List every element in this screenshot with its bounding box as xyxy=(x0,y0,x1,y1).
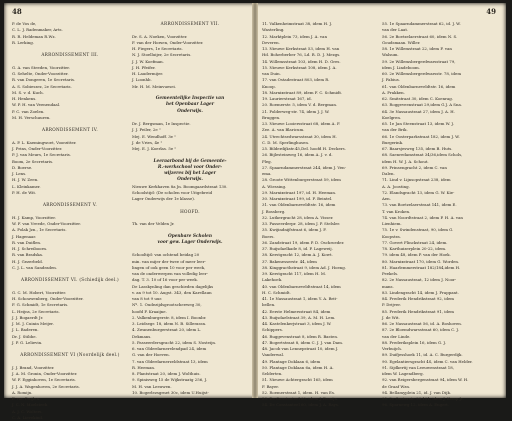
text-line: J. P. G. Lelievin. xyxy=(12,339,43,345)
text-line: Onderwijs. xyxy=(177,108,203,114)
text-line: 89. Duifjesshoek 11, id. A. C. Burgerdijk. xyxy=(382,352,463,358)
text-line: Zee. A. van Blaricum. xyxy=(262,127,305,133)
text-line: R.-werkschool voor Onder- xyxy=(157,164,223,170)
text-line: 58. 1e Willemstraat 22, idem F. van xyxy=(382,46,452,51)
text-line: 35. Kwijindnijfstraat 6, idem J. F. xyxy=(262,227,327,233)
text-line: 7. van Olderdarnerzeldstraat 13, idem xyxy=(132,358,208,364)
text-line: J. C. N. Moelsteeb. xyxy=(12,402,49,408)
text-line: 40. van Oldenbarneveldtstraat 14, idem xyxy=(262,283,341,289)
text-line: 56. 2e Boetzelaerstraat 60, idem N. S. xyxy=(382,33,458,39)
text-line: Mej. E. J. Koerlas. 5e " xyxy=(132,146,177,151)
text-line: J. Hagenaar. xyxy=(12,233,37,239)
text-line: W. F. van Vreede, Onder-Voorzitter. xyxy=(12,221,81,226)
text-line: 11. Valkenheimstraat 38, idem H. J. xyxy=(262,21,332,26)
text-line: 20. Roemerstr. 5, idem V. d. Bergman. xyxy=(262,102,338,108)
text-line: C. A. Lievekind. xyxy=(12,414,44,420)
text-line: 77. Govert Flinckstraat 24, idem. xyxy=(382,239,448,245)
text-line: R. van Bradska. xyxy=(12,252,44,258)
text-line: R. van Duiflen. xyxy=(12,239,42,245)
text-line: Openbare Scholen xyxy=(167,233,213,239)
text-line: G. Sehelte, Onder-Voorzitter. xyxy=(12,71,69,76)
text-line: Dr. J. Stibbe. xyxy=(12,333,37,339)
text-line: 94. Bellamyplein 21, id. J. van Dijk. xyxy=(382,389,452,395)
text-line: 61. van Oldenbarneveldtstr. 16, idem xyxy=(382,83,456,89)
text-line: 78. Karthuizerplein 20-22, idem. xyxy=(382,246,447,251)
text-line: 52. Roemerstraat 1, idem. H. van Es. xyxy=(262,389,336,395)
text-line: ema. xyxy=(262,171,272,176)
text-line: J. Bossberg. xyxy=(262,208,286,214)
text-line: 64. 3e Nassaustraat 27, idem J. A. H. xyxy=(382,108,455,114)
text-line: H. J. Kamp, Voorzitter. xyxy=(12,214,56,220)
text-line: R. van Dongeren, 1e Secretaris. xyxy=(12,77,76,83)
text-line: 47. Bogertstraat 8, idem C. J. J. van Dam. xyxy=(262,339,344,345)
text-line: J. Loonhb. xyxy=(132,77,152,83)
text-line: Verbuijch. xyxy=(382,346,402,351)
text-line: Koelgren. xyxy=(382,114,402,120)
text-line: J. L. Baderen. xyxy=(12,327,39,333)
text-line: Schooltijd: van ochtend beidag 20 xyxy=(132,252,200,258)
text-line: H. J. Gezerbeld. xyxy=(12,258,43,264)
text-line: Boers. xyxy=(262,233,275,239)
text-line: 51. Nieuwe Achtergracht 165, idem xyxy=(262,377,333,383)
text-line: F. van der Horsen, Onder-Voorzitter. xyxy=(132,39,204,45)
text-line: 62. Smitstraat 30, idem C. Koenrag. xyxy=(382,96,454,101)
left-page xyxy=(4,3,254,420)
right-column-1 xyxy=(262,21,378,409)
left-column-2 xyxy=(132,21,248,396)
text-line: Selderten. xyxy=(262,371,283,376)
text-line: A. Prakken. xyxy=(382,89,405,95)
text-line: 33. Passeerderpr. 28, idem J. P. Stelsler. xyxy=(262,221,341,226)
text-line: C. D. M. Sperlinghusen. xyxy=(262,139,310,145)
text-line: N. J. Stoelluijer, 2e Secretaris. xyxy=(132,52,192,58)
right-column-2 xyxy=(382,21,498,409)
text-line: 25. Bilderdijkstr.45,Del. hoofd H. Deckers. xyxy=(262,146,346,151)
text-line: Gemeentelijke Inspectie van xyxy=(155,96,225,101)
text-line: Dekmans. xyxy=(132,333,152,339)
text-line: W. F. Egginhoven, 1e Secretaris. xyxy=(12,377,76,383)
text-line: P. de Vos de, xyxy=(12,21,37,26)
text-line: 82. 2e Nassaustraat, 12 idem J. Noor- xyxy=(382,277,457,283)
text-line: 55. 1e Spaarndammerstraat 62, id. J. W. xyxy=(382,21,461,26)
text-line: 50. Plantage Doklaan 6a, idem H. A. xyxy=(262,364,334,370)
text-line: H. J. Schreiboorn. xyxy=(12,246,48,251)
text-line: 44. Kastelenkerjstraat 3, idem J. W. xyxy=(262,321,332,326)
text-line: Knoop. xyxy=(262,83,276,89)
text-line: A. Romijn. xyxy=(12,389,33,395)
text-line: Lienhiem. xyxy=(382,221,402,226)
text-line: 86. 2e Nassaustraat 56, id. A. Boshoven. xyxy=(382,321,463,326)
text-line: 14. Willemsstraat 103, idem H. D. Gres. xyxy=(262,58,341,64)
text-line: wijzeres bij het Lager xyxy=(164,171,216,176)
text-line: 27. Spaarndammerstraat 244, idem J. Ven- xyxy=(262,164,346,170)
text-line: F. Bayer. xyxy=(262,383,279,389)
text-line: Lakehoek. xyxy=(262,277,283,283)
text-line: van de onderwerpen van volledig leer- xyxy=(132,271,208,276)
text-line: mans. xyxy=(382,283,394,289)
text-line: ARRONDISSEMENT VII. xyxy=(160,21,220,26)
text-line: Bruggen. xyxy=(262,114,281,120)
text-line: idem W. Lagendberg. xyxy=(382,371,424,376)
text-line: v. an 9 tot 10. Augst. 343, den Karellaun xyxy=(132,289,212,295)
text-line: 91. Sijdkertij van Leeuwenstraat 18, xyxy=(382,364,454,370)
text-line: de Graaf Wzn. xyxy=(382,383,411,389)
text-line: 73. van Boetzelaerstraat 141, idem E. xyxy=(382,202,457,208)
text-line: 49. Plantage Doklaan 6, idem xyxy=(262,358,321,364)
text-line: 39. Kerstgracht 117, idem H. M. xyxy=(262,271,327,276)
text-line: J. Fabius. xyxy=(382,77,400,83)
text-line: J. J. Peiler, 2e " xyxy=(132,127,161,133)
text-line: 90. Egelantiersgracht 4S, idem C. van Helder. xyxy=(382,358,473,364)
text-line: Nieuwe Kerkhaven 8a Jn. Boomgaardstraat 130. xyxy=(132,183,228,189)
text-line: M. H. van Leeuwen. xyxy=(132,383,172,389)
text-line: A. S. Sobieszez, 2e Secretaris. xyxy=(12,83,72,89)
text-line: idem H. W. J. A. Schout. xyxy=(382,158,429,164)
text-line: ARRONDISSEMENT III. xyxy=(41,52,99,58)
text-line: M. H. Verschuuren. xyxy=(12,114,51,120)
text-line: A. J. C. Wolters. xyxy=(12,408,43,414)
text-line: D. Boerse. xyxy=(12,164,33,170)
text-line: 59. 2e Willemsbergerdwarsstraat 79, xyxy=(382,58,456,64)
text-line: 37. Bakenesserstr. 44, idem xyxy=(262,258,317,264)
text-line: 38. Kinggracthstraat 9, idem Ad. J. Hoeng. xyxy=(262,264,347,270)
text-line: H. Fiegers, 1e Secretaris. xyxy=(132,46,183,51)
text-line: 8. Plantstraat 20, idem J. Wolthuis. xyxy=(132,371,201,376)
text-line: F. van Duijlen. xyxy=(12,396,41,401)
text-line: A. A. Joosting. xyxy=(382,183,410,189)
text-line: Schoolstijd: (De scholen voor Uitgebreid xyxy=(132,189,213,195)
text-line: J. de Vries, 4e " xyxy=(132,139,163,145)
text-line: Onderwijs. xyxy=(177,177,203,183)
text-line: 88. Frederiksplein 16, idem G. J. xyxy=(382,339,446,345)
text-line: F. G. Schmidt, 1e Secretaris. xyxy=(12,302,69,308)
text-line: dag. T. 3. 10 of 16 voor per week. xyxy=(132,277,199,283)
text-line: ARRONDISSEMENT VI (Noordelijk deel.) xyxy=(20,352,120,358)
text-line: 54. De Constanteel 60, idem J. A. Rays. xyxy=(262,402,340,408)
text-line: J. J. Bogaerdt Jr. xyxy=(12,314,44,320)
text-line: J. Lens. xyxy=(12,171,27,176)
text-line: 32. Lutkergracht 28, idem A. Visser. xyxy=(262,214,334,220)
text-line: voor gew. Lager Onderwijs. xyxy=(157,239,223,245)
text-line: G. C. M. Hobert, Voorzitter. xyxy=(12,289,67,295)
text-line: G. van der Hoeven. xyxy=(132,352,170,358)
text-line: 29. Marnixstraat 197, id. H. Heeman. xyxy=(262,189,337,195)
text-line: 18. Marnixstraat 89, idem F. C. Schmidt. xyxy=(262,89,343,95)
text-line: J. M. J. Cuinin Meijer. xyxy=(12,321,54,326)
text-line: 15. Nieuwe Kerkstraat 108, idem J. A. xyxy=(262,64,337,70)
text-line: 28. Groote Wittenburgerstraat 59, idem xyxy=(262,177,341,183)
text-line: 67. Baarsjesweg 135, idem B. Huts. xyxy=(382,146,453,151)
text-line: P. H. de Wit. xyxy=(12,189,37,195)
text-line: Vanderwal. xyxy=(262,352,285,358)
text-line: 10. Bogerlezsgrnet 30c, idem U.Huijst- xyxy=(132,389,209,395)
text-line: 6. van Olderdarnerelendpad 24, idem xyxy=(132,346,207,351)
text-line: 68. Saenredamstraat 34/36,idem Schols, xyxy=(382,152,463,158)
text-line: Mej. E. Wendhoff. 3e " xyxy=(132,133,177,139)
text-line: 83. Lindengracht 14, idem J. Frappant. xyxy=(382,289,459,295)
text-line: 60. 2e Willemsbergerdwarsstr. 78, idem xyxy=(382,71,462,76)
text-line: 79. idem 48, idem P. van der Hoek. xyxy=(382,252,451,258)
text-line: Walsum. xyxy=(382,52,399,58)
text-line: R. R. Heldeman R.Wz. xyxy=(12,33,56,39)
text-line: 23. Nieuwe Looiersstraat 68, idem A. F. xyxy=(262,121,341,126)
text-line: 46. Ruggevenstraat 8, idem R. Basten. xyxy=(262,333,339,339)
text-line: 31. van Oldenbarneveldtstr. 16, idem xyxy=(262,202,336,208)
text-line: 37. Ruijsdaelkade 8, id. P. Lageweij. xyxy=(262,246,333,251)
text-line: van der Brik. xyxy=(382,127,408,133)
text-line: 9. Spinisweg 15 de Wijkstraatg 256, J. xyxy=(132,377,208,383)
text-line: lingen of ook geen 10 voor per week, xyxy=(132,264,206,270)
text-line: 63. Roggeveenstraat 29,idem G.J. A Sna. xyxy=(382,102,463,108)
text-line: J. A. M. Gronin, Onder-Voorzitter. xyxy=(12,371,78,376)
text-line: P. J. van Meurs, 1e Secretaris. xyxy=(12,152,71,158)
text-line: van Duin. xyxy=(262,71,281,76)
text-line: 30. Marnixstraat 199, id. F. Beintel. xyxy=(262,196,333,201)
text-line: Boom, 2e Secretaris. xyxy=(12,158,54,164)
text-line: H. Laudermijer. xyxy=(132,71,164,76)
text-line: van der Linde. xyxy=(382,333,411,339)
text-line: het Openbaar Lager xyxy=(165,102,215,108)
text-line: 53. De Constanteel 60, idem J. Romijn. xyxy=(262,396,339,401)
text-line: De Lasskynling dan geschieden dagelijks xyxy=(132,283,214,289)
text-line: Dalen. xyxy=(382,171,395,176)
text-line: ARRONDISSEMENT VI. (Schiedijk deel.) xyxy=(21,277,119,283)
text-line: 4. Zwanenburgerstraat 20, idem L. xyxy=(132,327,202,333)
text-line: 36. Zandstraat 19, idem P. D. Oschroeder. xyxy=(262,239,345,245)
text-line: C. L. J. Radenmaker, Arts. xyxy=(12,27,63,33)
text-line: van 8 tot 9 uur. xyxy=(132,296,163,301)
text-line: 95. 2e Oosterstr. 99-101, idem J. Kemp Jr. xyxy=(382,396,464,401)
text-line: A. P. L. Kaemingwoet, Voorzitter. xyxy=(12,139,77,145)
text-line: 26. Bijlesteinweg 16, idem A. J. v. d. xyxy=(262,152,333,158)
text-line: Pleg. xyxy=(262,158,272,164)
text-line: 42. Eerste Helmersstraat 84, idem xyxy=(262,308,331,314)
text-line: H. Henkens. xyxy=(12,96,37,101)
text-line: 43. Ruijsdaelstraat 39, A. M. H. Lem. xyxy=(262,314,336,320)
text-line: 17. van Ostadestraat 803, idem R. xyxy=(262,77,330,83)
text-line: 48. Jacob van Lennepstraat 10, idem J. xyxy=(262,346,339,351)
text-line: ARRONDISSEMENT IV. xyxy=(42,127,98,133)
text-line: C. J. L. van Sandraden. xyxy=(12,264,58,270)
page-number: 48 xyxy=(12,7,22,16)
text-line: Hd. Boherberber 76, Ld. R. D. J. Mezgs. xyxy=(262,52,341,58)
text-line: G. A. van Steeden, Voorzitter. xyxy=(12,64,70,70)
text-line: hoofd F. Kraaijne. xyxy=(132,308,167,314)
text-line: 74. van Noordtstraat 2, idem P. H. A. van xyxy=(382,214,463,220)
text-line: L. Kleinkamer. xyxy=(12,183,41,189)
text-line: 84. Frederik Hendrikstraat 92, idem xyxy=(382,296,454,301)
text-line: Dr. J. Bergsman, 1e Inspectie. xyxy=(132,121,191,126)
text-line: Wasterling. xyxy=(262,27,285,33)
text-line: L. Heijns, 2e Secretaris. xyxy=(12,308,60,314)
text-line: R. Lerking. xyxy=(12,39,34,45)
text-line: 65. 1e Jan Steenstraat 13, idem W. J. xyxy=(382,121,454,126)
text-line: P. Drijver. xyxy=(382,302,401,308)
text-line: Koopstra. xyxy=(382,233,401,239)
right-page xyxy=(256,3,506,408)
text-line: idem J. Lindeboom. xyxy=(382,64,420,70)
text-line: Deveren. xyxy=(262,39,280,45)
text-line: 80. Marnixstraat 170, idem G. Worden. xyxy=(382,258,460,264)
text-line: J. H. Pfeifer. xyxy=(132,64,156,70)
text-line: J. J. Brand, Voorzitter. xyxy=(12,364,55,370)
text-line: H. J. W. Zeen. xyxy=(12,177,39,183)
text-line: Peekels. xyxy=(382,271,399,276)
text-line: M. S. v. d. Kuch. xyxy=(12,89,44,95)
text-line: 69. Prinsengracht 2, idem C. van xyxy=(382,164,447,170)
text-line: Burgerink. xyxy=(382,139,404,145)
text-line: 72. Elandsgracht 13, idem G. W. Kie- xyxy=(382,189,455,195)
text-line: 92. van Reigersbergenstraat 94, idem W. H. xyxy=(382,377,469,383)
text-line: A. Polak Jzn., 1e Secretaris. xyxy=(12,227,67,233)
text-line: 41. 1e Nassaustraat 1, idem Y. A. Brit- xyxy=(262,296,338,301)
left-column-1 xyxy=(12,21,128,421)
text-line: 81. Haarlemmerstraat 182/184,idem H. xyxy=(382,264,461,270)
text-line: J. J. A. Wagenhoven, 2e Secretaris. xyxy=(12,383,80,389)
text-line: 85. Frederik Hendrikstraat 91, idem xyxy=(382,308,454,314)
text-line: H. C. Schmidt. xyxy=(262,289,291,295)
text-line: bellen. xyxy=(262,302,276,308)
text-line: ARRONDISSEMENT V. xyxy=(42,202,97,208)
text-line: Goudsmaan. Willer. xyxy=(382,39,421,45)
text-line: Th. van der Velden Jr. xyxy=(132,221,175,226)
text-line: 75. 1e v. Swindenstraat, 90, idem G. xyxy=(382,227,454,233)
text-line: 3. Leidsegr. 18, idem N. B. Sillerassn. xyxy=(132,321,207,326)
text-line: Aen. xyxy=(382,196,391,201)
text-line: 87. 2e Bloemdwarsstraat 60, idem C. J. xyxy=(382,327,459,333)
text-line: Mr. H. M. Meinvuesei. xyxy=(132,83,177,89)
text-line: 12. Marktplein 73, idem J. A. van xyxy=(262,33,327,39)
text-line: 2. Valkenburgerstr. 8, idem I. Boonbr. xyxy=(132,314,207,320)
text-line: min. van mijer der twee of meer leer- xyxy=(132,258,206,264)
text-line: 96. Sparnewg 12, idem A. Engert. xyxy=(382,402,450,408)
text-line: J. Prins, Onder-Voorzitter. xyxy=(12,146,63,151)
text-line: Schippers. xyxy=(262,327,283,333)
text-line: Lager Onderwijs der 1e klasse). xyxy=(132,196,196,201)
text-line: Leeraarbond bij de Gemeente- xyxy=(153,158,227,164)
text-line: 71. Lind v. Lijnsopstraat 238, idem xyxy=(382,177,451,183)
text-line: 38. Kerstgracht 12, idem A. J. Kowt. xyxy=(262,252,333,258)
text-line: 19. Laurierstraat 167, id. xyxy=(262,96,312,101)
text-line: J. J. W. Koefman. xyxy=(132,58,164,64)
text-line: 13. Nieuwe Kerkstraat 53, idem H. van xyxy=(262,46,340,51)
text-line: van der Laat. xyxy=(382,27,409,33)
text-line: 5. Passeerdersgracht 22, idem S. Nosteijn. xyxy=(132,339,217,345)
text-line: 24. Utrechtsedwarsstraat 30, idem H. xyxy=(262,133,337,139)
text-line: 21. Polderweg-str. 74, idem J. J. W. xyxy=(262,108,330,114)
text-line: H. Schouwenberg, Onder-Voorzitter. xyxy=(12,296,84,301)
text-line: P. C. van Zoelen. xyxy=(12,108,45,114)
book-spread xyxy=(4,3,506,420)
text-line: A. Wiessing. xyxy=(262,183,287,189)
text-line: J. de Wit. xyxy=(382,314,400,320)
text-line: HOOFD. xyxy=(180,208,200,214)
text-line: 66. 1e Oosterparkstraat 182, idem J. W. xyxy=(382,133,460,139)
text-line: Nº. 1. Oudezijdsgrootscheeweg 30, xyxy=(132,302,202,308)
text-line: Dr. S. A. Noeken, Voorzitter. xyxy=(132,33,188,39)
page-number: 49 xyxy=(486,7,496,16)
text-line: W. P. H. van Veenendaal. xyxy=(12,102,61,108)
text-line: R. Heeman. xyxy=(132,364,156,370)
text-line: T. van Kroken. xyxy=(382,208,411,214)
